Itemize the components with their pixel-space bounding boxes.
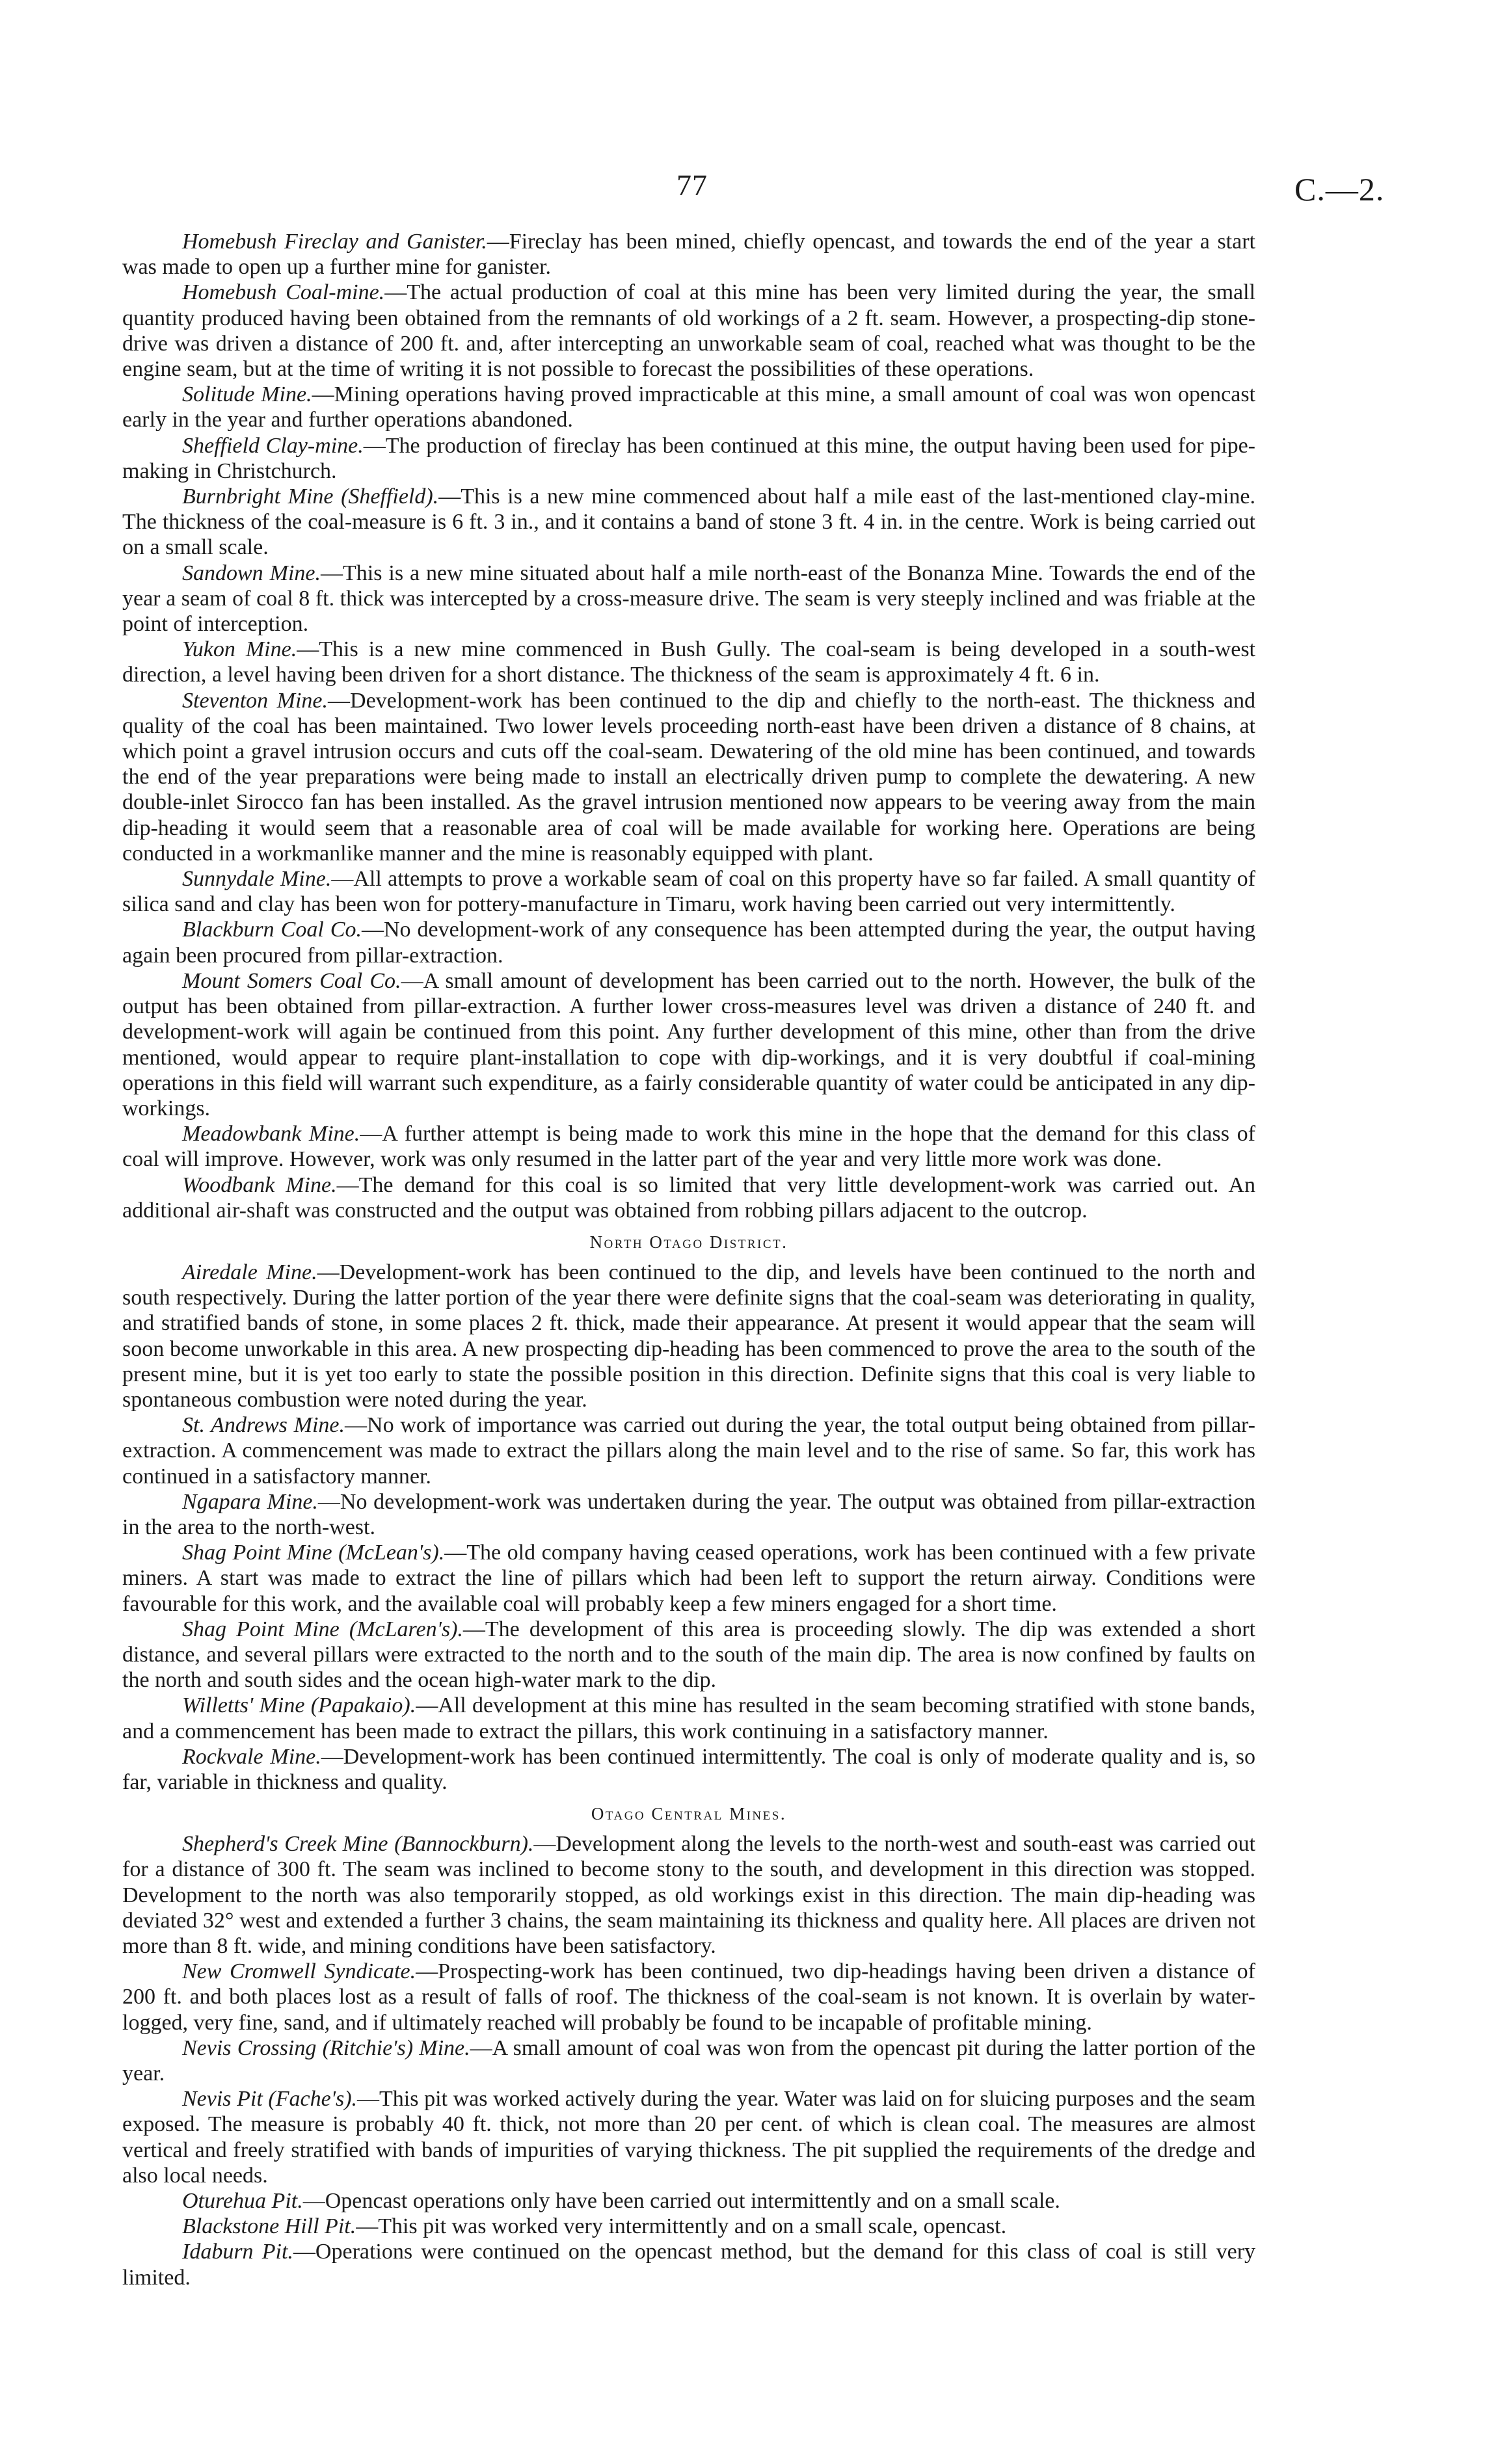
paragraph-text: —This is a new mine commenced in Bush Gully. The coal-seam is being developed in a south-west direction, a level having been driven for a short distance. The thickness of the seam is approximately 4 ft. 6 in. <box>122 637 1255 687</box>
paragraph-text: —The actual production of coal at this mine has been very limited during the year, the small quantity produced having been obtained from the remnants of old workings of a 2 ft. seam. However, a prospecting-dip stone-drive was driven a distance of 200 ft. and, after intercepting an unworkable seam of coal, reached what was thought to be the engine seam, but at the time of writing it is not possible to forecast the possibilities of these operations. <box>122 280 1255 382</box>
paragraph <box>122 2086 1255 2188</box>
mine-name: Blackstone Hill Pit. <box>182 2214 356 2239</box>
mine-name: Oturehua Pit. <box>182 2189 303 2214</box>
paragraph-text: —No development-work of any consequence has been attempted during the year, the output having again been procured from pillar-extraction. <box>122 918 1255 968</box>
paragraph <box>122 1540 1255 1617</box>
section-north-otago-mines <box>122 1260 1255 1795</box>
mine-name: Sheffield Clay-mine. <box>182 433 364 458</box>
mine-name: Nevis Pit (Fache's). <box>182 2087 358 2112</box>
paragraph-text: —This is a new mine commenced about half a mile east of the last-mentioned clay-mine. The thickness of the coal-measure is 6 ft. 3 in., and it contains a band of stone 3 ft. 4 in. in the centre. Work is being carried out on a small scale. <box>122 484 1255 560</box>
paragraph <box>122 1617 1255 1693</box>
paragraph <box>122 1412 1255 1489</box>
paragraph-text: —The old company having ceased operations, work has been continued with a few private miners. A start was made to extract the line of pillars which had been left to support the return airway. Conditions were favourable for this work, and the available coal will probably keep a few miners engaged for a short time. <box>122 1541 1255 1616</box>
paragraph-text: —This pit was worked very intermittently and on a small scale, opencast. <box>356 2214 1007 2239</box>
paragraph-text: —A small amount of coal was won from the opencast pit during the latter portion of the year. <box>122 2035 1255 2086</box>
mine-name: Rockvale Mine. <box>182 1744 321 1769</box>
paragraph-text: —Operations were continued on the opencast method, but the demand for this class of coal is still very limited. <box>122 2240 1256 2290</box>
paragraph <box>122 382 1255 432</box>
page-number: 77 <box>676 168 708 202</box>
mine-name: Airedale Mine. <box>182 1260 317 1284</box>
mine-name: Shepherd's Creek Mine (Bannockburn). <box>182 1832 534 1857</box>
body-text <box>122 229 1255 2290</box>
paragraph-text: —The production of fireclay has been continued at this mine, the output having been used for pipe-making in Christchurch. <box>122 433 1255 483</box>
paragraph <box>122 2214 1255 2239</box>
paragraph <box>122 1744 1255 1795</box>
mine-name: Homebush Coal-mine. <box>182 280 385 305</box>
paragraph-text: —Development-work has been continued to the dip, and levels have been continued to the north and south respectively. During the latter portion of the year there were definite signs that the coal-seam was deteriorating in quality, and stratified bands of stone, in some places 2 ft. thick, made their appearance. At present it would appear that the seam will soon become unworkable in this area. A new prospecting dip-heading has been commenced to prove the area to the south of the present mine, but it is yet too early to state the possible position in this direction. Definite signs that this coal is very liable to spontaneous combustion were noted during the year. <box>122 1260 1255 1412</box>
document-code: C.—2. <box>1294 171 1385 207</box>
section-otago-central-mines <box>122 1831 1255 2290</box>
mine-name: Meadowbank Mine. <box>182 1122 360 1146</box>
paragraph <box>122 1831 1255 1959</box>
section-heading-north-otago: North Otago District. <box>589 1232 788 1252</box>
mine-name: Shag Point Mine (McLaren's). <box>182 1617 463 1641</box>
mine-name: Steventon Mine. <box>182 688 328 713</box>
paragraph <box>122 968 1255 1121</box>
paragraph-text: —Opencast operations only have been carried out intermittently and on a small scale. <box>302 2189 1060 2214</box>
paragraph-text: —The development of this area is proceeding slowly. The dip was extended a short distance, and several pillars were extracted to the north and to the south of the main dip. The area is now confined by faults on the north and south sides and the ocean high-water mark to the dip. <box>122 1617 1255 1693</box>
paragraph <box>122 1489 1255 1540</box>
paragraph <box>122 433 1255 484</box>
section-canterbury-mines <box>122 229 1255 1223</box>
paragraph <box>122 561 1255 637</box>
mine-name: Sunnydale Mine. <box>182 867 332 892</box>
paragraph <box>122 688 1255 866</box>
paragraph <box>122 2188 1255 2214</box>
paragraph <box>122 1959 1255 2035</box>
mine-name: Sandown Mine. <box>182 561 321 585</box>
paragraph <box>122 280 1255 382</box>
mine-name: Idaburn Pit. <box>182 2240 293 2264</box>
paragraph-text: —All development at this mine has resulted in the seam becoming stratified with stone bands, and a commencement has been made to extract the pillars, this work continuing in a satisfactory manner. <box>122 1693 1255 1743</box>
paragraph <box>122 1260 1255 1412</box>
paragraph <box>122 637 1255 687</box>
paragraph <box>122 229 1255 280</box>
section-heading-otago-central: Otago Central Mines. <box>591 1804 787 1824</box>
mine-name: Nevis Crossing (Ritchie's) Mine. <box>182 2035 470 2060</box>
mine-name: New Cromwell Syndicate. <box>182 1959 416 1984</box>
paragraph <box>122 484 1255 561</box>
mine-name: Burnbright Mine (Sheffield). <box>182 484 439 509</box>
mine-name: Woodbank Mine. <box>182 1172 337 1197</box>
mine-name: Willetts' Mine (Papakaio). <box>182 1693 416 1718</box>
paragraph-text: —Prospecting-work has been continued, two dip-headings having been driven a distance of 200 ft. and both places lost as a result of falls of roof. The thickness of the coal-seam is not known. It is overlain by water-logged, very fine, sand, and if ultimately reached will probably be found to be incapable of profitable mining. <box>122 1959 1255 2035</box>
paragraph <box>122 1121 1255 1172</box>
paragraph-text: —Mining operations having proved impracticable at this mine, a small amount of coal was won opencast early in the year and further operations abandoned. <box>122 382 1255 432</box>
mine-name: St. Andrews Mine. <box>182 1413 345 1438</box>
paragraph <box>122 2239 1255 2290</box>
paragraph <box>122 1693 1255 1743</box>
paragraph-text: —A small amount of development has been carried out to the north. However, the bulk of the output has been obtained from pillar-extraction. A further lower cross-measures level was driven a distance of 240 ft. and development-work will again be continued from this point. Any further development of this mine, other than from the drive mentioned, would appear to require plant-installation to cope with dip-workings, and it is very doubtful if coal-mining operations in this field will warrant such expenditure, as a fairly considerable quantity of water could be anticipated in any dip-workings. <box>122 968 1255 1120</box>
paragraph-text: —A further attempt is being made to work this mine in the hope that the demand for this class of coal will improve. However, work was only resumed in the latter part of the year and very little more work was done. <box>122 1122 1256 1172</box>
paragraph-text: —Development-work has been continued intermittently. The coal is only of moderate quality and is, so far, variable in thickness and quality. <box>122 1744 1256 1794</box>
paragraph <box>122 866 1255 917</box>
paragraph-text: —No development-work was undertaken during the year. The output was obtained from pillar-extraction in the area to the north-west. <box>122 1489 1255 1539</box>
mine-name: Ngapara Mine. <box>182 1489 318 1514</box>
mine-name: Yukon Mine. <box>182 637 297 662</box>
mine-name: Mount Somers Coal Co. <box>182 968 401 993</box>
paragraph-text: —The demand for this coal is so limited that very little development-work was carried out. An additional air-shaft was constructed and the output was obtained from robbing pillars adjacent to the outcrop. <box>122 1172 1255 1223</box>
paragraph-text: —This pit was worked actively during the year. Water was laid on for sluicing purposes and the seam exposed. The measure is probably 40 ft. thick, not more than 20 per cent. of which is clean coal. The measures are almost vertical and freely stratified with bands of impurities of varying thickness. The pit supplied the requirements of the dredge and also local needs. <box>122 2087 1255 2188</box>
mine-name: Shag Point Mine (McLean's). <box>182 1541 445 1565</box>
paragraph-text: —This is a new mine situated about half a mile north-east of the Bonanza Mine. Towards the end of the year a seam of coal 8 ft. thick was intercepted by a cross-measure drive. The seam is very steeply inclined and was friable at the point of interception. <box>122 561 1255 637</box>
paragraph-text: —All attempts to prove a workable seam of coal on this property have so far failed. A small quantity of silica sand and clay has been won for pottery-manufacture in Timaru, work having been carried out very intermittently. <box>122 867 1255 917</box>
paragraph-text: —Fireclay has been mined, chiefly opencast, and towards the end of the year a start was made to open up a further mine for ganister. <box>122 230 1255 280</box>
paragraph-text: —Development-work has been continued to the dip and chiefly to the north-east. The thickness and quality of the coal has been maintained. Two lower levels proceeding north-east have been driven a distance of 8 chains, at which point a gravel intrusion occurs and cuts off the coal-seam. Dewatering of the old mine has been continued, and towards the end of the year preparations were being made to install an electrically driven pump to complete the dewatering. A new double-inlet Sirocco fan has been installed. As the gravel intrusion mentioned now appears to be veering away from the main dip-heading it would seem that a reasonable area of coal will be made available for working here. Operations are being conducted in a workmanlike manner and the mine is reasonably equipped with plant. <box>122 688 1255 866</box>
paragraph-text: —No work of importance was carried out during the year, the total output being obtained from pillar-extraction. A commencement was made to extract the pillars along the main level and to the rise of same. So far, this work has continued in a satisfactory manner. <box>122 1413 1256 1489</box>
paragraph <box>122 917 1255 968</box>
paragraph <box>122 1172 1255 1223</box>
mine-name: Solitude Mine. <box>182 382 312 407</box>
paragraph-text: —Development along the levels to the north-west and south-east was carried out for a distance of 300 ft. The seam was inclined to become stony to the south, and development in this direction was stopped. Development to the north was also temporarily stopped, as old workings exist in this direction. The main dip-heading was deviated 32° west and extended a further 3 chains, the seam maintaining its thickness and quality here. All places are driven not more than 8 ft. wide, and mining conditions have been satisfactory. <box>122 1832 1255 1958</box>
mine-name: Blackburn Coal Co. <box>182 918 362 942</box>
paragraph <box>122 2035 1255 2086</box>
mine-name: Homebush Fireclay and Ganister. <box>182 230 487 254</box>
